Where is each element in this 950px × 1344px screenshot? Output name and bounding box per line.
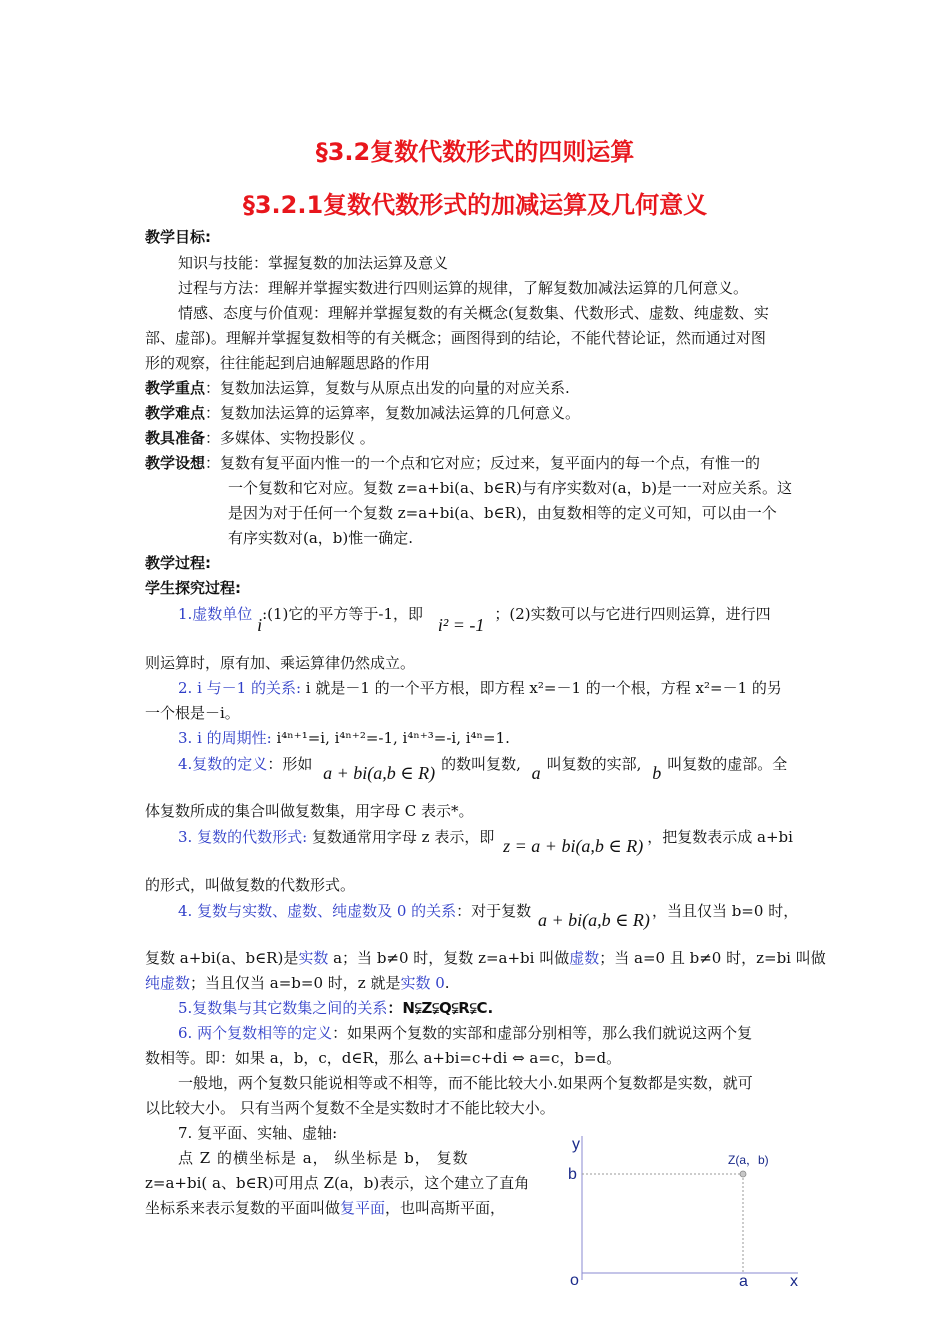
item-1-text-b: ；(2)实数可以与它进行四则运算，进行四 xyxy=(494,605,771,623)
item-1-formula: i² = -1 xyxy=(437,615,485,635)
explore-heading: 学生探究过程: xyxy=(145,579,241,597)
item-4-text-a: ：形如 xyxy=(267,755,313,773)
item-5-cont: 的形式，叫做复数的代数形式。 xyxy=(145,876,356,894)
item-5-text-b: ，把复数表示成 a+bi xyxy=(647,828,793,846)
item-9-plane: 复平面 xyxy=(340,1199,386,1217)
item-6-pure: 纯虚数 xyxy=(145,974,191,992)
design-label: 教学设想 xyxy=(145,454,206,472)
item-2-label: 2. i 与－1 的关系: xyxy=(178,679,302,697)
item-i-relation xyxy=(178,678,782,698)
key-points-label: 教学重点 xyxy=(145,379,206,397)
item-equality xyxy=(178,1023,752,1043)
item-4-b: b xyxy=(652,763,662,783)
item-5-text-a: 复数通常用字母 z 表示，即 xyxy=(307,828,495,846)
b-label: b xyxy=(568,1166,577,1183)
item-8-cont: 数相等。即：如果 a，b，c，d∈R，那么 a+bi=c+di ⇔ a=c，b=d。 xyxy=(145,1049,622,1067)
item-4-cont: 体复数所成的集合叫做复数集，用字母 C 表示*。 xyxy=(145,802,474,820)
point-z-label: Z(a，b) xyxy=(728,1153,769,1167)
item-8-text: ：如果两个复数的实部和虚部分别相等，那么我们就说这两个复 xyxy=(332,1024,753,1042)
design-line-3: 是因为对于任何一个复数 z=a+bi(a、b∈R)，由复数相等的定义可知，可以由一个 xyxy=(228,504,777,522)
objective-knowledge: 知识与技能：掌握复数的加法运算及意义 xyxy=(178,254,449,272)
item-4-text-b: 的数叫复数, xyxy=(441,755,521,773)
item-1-label: 1.虚数单位 xyxy=(178,605,253,623)
item-6-cont2-b: . xyxy=(444,974,450,992)
point-z xyxy=(740,1171,746,1177)
item-3-label: 3. i 的周期性: xyxy=(178,729,272,747)
key-points-text: ：复数加法运算，复数与从原点出发的向量的对应关系. xyxy=(205,379,570,397)
item-6-cont2-a: ；当且仅当 a=b=0 时，z 就是 xyxy=(190,974,401,992)
item-9-line-2: z=a+bi( a、b∈R)可用点 Z(a，b)表示，这个建立了直角 xyxy=(145,1174,530,1192)
x-axis-label: x xyxy=(790,1273,798,1290)
item-6-formula: a + bi(a,b ∈ R) xyxy=(537,910,650,930)
item-algebraic-form xyxy=(178,826,793,856)
page-subtitle: §3.2.1复数代数形式的加减运算及几何意义 xyxy=(242,191,708,219)
item-6-label: 4. 复数与实数、虚数、纯虚数及 0 的关系 xyxy=(178,902,457,920)
complex-plane-figure xyxy=(560,1130,820,1290)
item-1-text-a: :(1)它的平方等于-1，即 xyxy=(262,605,424,623)
tools-label: 教具准备 xyxy=(145,429,206,447)
item-2-cont: 一个根是－i。 xyxy=(145,704,240,722)
origin-label: o xyxy=(570,1272,579,1289)
tools xyxy=(145,428,375,448)
design-line-1 xyxy=(145,453,760,473)
page-title: §3.2复数代数形式的四则运算 xyxy=(315,138,635,166)
item-3-text: i⁴ⁿ⁺¹=i, i⁴ⁿ⁺²=-1, i⁴ⁿ⁺³=-i, i⁴ⁿ=1. xyxy=(271,729,510,747)
item-4-label: 4.复数的定义 xyxy=(178,755,268,773)
item-imaginary-unit xyxy=(178,603,771,635)
item-9-line3-b: ，也叫高斯平面， xyxy=(385,1199,506,1217)
general-note-1: 一般地，两个复数只能说相等或不相等，而不能比较大小.如果两个复数都是实数，就可 xyxy=(178,1074,753,1092)
item-6-cont1-a: 复数 a+bi(a、b∈R)是 xyxy=(145,949,299,967)
objective-emotion-1: 情感、态度与价值观：理解并掌握复数的有关概念(复数集、代数形式、虚数、纯虚数、实 xyxy=(178,304,769,322)
item-6-cont-2 xyxy=(145,973,450,993)
item-9-line-3 xyxy=(145,1198,505,1218)
item-6-imag: 虚数 xyxy=(569,949,600,967)
process-heading: 教学过程: xyxy=(145,554,211,572)
item-7-text: ：N⫋Z⫋Q⫋R⫋C. xyxy=(387,999,494,1017)
item-4-a: a xyxy=(531,763,541,783)
difficulties xyxy=(145,403,580,423)
item-definition xyxy=(178,753,788,783)
item-1-cont: 则运算时，原有加、乘运算律仍然成立。 xyxy=(145,654,416,672)
item-2-text: i 就是－1 的一个平方根，即方程 x²=－1 的一个根，方程 x²=－1 的另 xyxy=(301,679,782,697)
difficulties-text: ：复数加法运算的运算率，复数加减法运算的几何意义。 xyxy=(205,404,581,422)
item-4-text-d: 叫复数的虚部。全 xyxy=(667,755,788,773)
item-6-zero: 实数 0 xyxy=(400,974,445,992)
a-label: a xyxy=(739,1273,748,1290)
item-9-line3-a: 坐标系来表示复数的平面叫做 xyxy=(145,1199,341,1217)
key-points xyxy=(145,378,570,398)
item-4-formula: a + bi(a,b ∈ R) xyxy=(323,763,436,783)
item-6-text-b: ，当且仅当 b=0 时， xyxy=(651,902,799,920)
objective-process: 过程与方法：理解并掌握实数进行四则运算的规律，了解复数加减法运算的几何意义。 xyxy=(178,279,749,297)
item-5-label: 3. 复数的代数形式: xyxy=(178,828,308,846)
item-7-label: 5.复数集与其它数集之间的关系 xyxy=(178,999,388,1017)
item-8-label: 6. 两个复数相等的定义 xyxy=(178,1024,333,1042)
design-text-1: ：复数有复平面内惟一的一个点和它对应；反过来，复平面内的每一个点，有惟一的 xyxy=(205,454,761,472)
design-line-4: 有序实数对(a，b)惟一确定. xyxy=(228,529,414,547)
item-relation-types xyxy=(178,900,799,930)
tools-text: ：多媒体、实物投影仪 。 xyxy=(205,429,375,447)
item-6-cont1-b: a；当 b≠0 时，复数 z=a+bi 叫做 xyxy=(328,949,570,967)
objective-emotion-3: 形的观察，往往能起到启迪解题思路的作用 xyxy=(145,354,431,372)
objective-emotion-2: 部、虚部)。理解并掌握复数相等的有关概念；画图得到的结论，不能代替论证，然而通过对图 xyxy=(145,329,766,347)
design-line-2: 一个复数和它对应。复数 z=a+bi(a、b∈R)与有序实数对(a，b)是一一对应关系。这 xyxy=(228,479,793,497)
difficulties-label: 教学难点 xyxy=(145,404,206,422)
item-6-cont-1 xyxy=(145,948,826,968)
item-1-symbol: i xyxy=(257,615,263,635)
item-4-text-c: 叫复数的实部, xyxy=(546,755,642,773)
y-axis-label: y xyxy=(572,1136,580,1153)
item-6-cont1-c: ；当 a=0 且 b≠0 时，z=bi 叫做 xyxy=(599,949,826,967)
objectives-heading: 教学目标: xyxy=(145,228,211,246)
item-6-real: 实数 xyxy=(298,949,329,967)
item-9-line-1: 点 Z 的横坐标是 a， 纵坐标是 b， 复数 xyxy=(178,1149,469,1167)
general-note-2: 以比较大小。 只有当两个复数不全是实数时才不能比较大小。 xyxy=(145,1099,555,1117)
item-periodicity xyxy=(178,728,510,748)
item-6-text-a: ：对于复数 xyxy=(456,902,532,920)
item-5-formula: z = a + bi(a,b ∈ R) xyxy=(503,836,644,856)
item-complex-plane-heading: 7. 复平面、实轴、虚轴: xyxy=(178,1124,338,1142)
item-set-relations xyxy=(178,998,493,1018)
